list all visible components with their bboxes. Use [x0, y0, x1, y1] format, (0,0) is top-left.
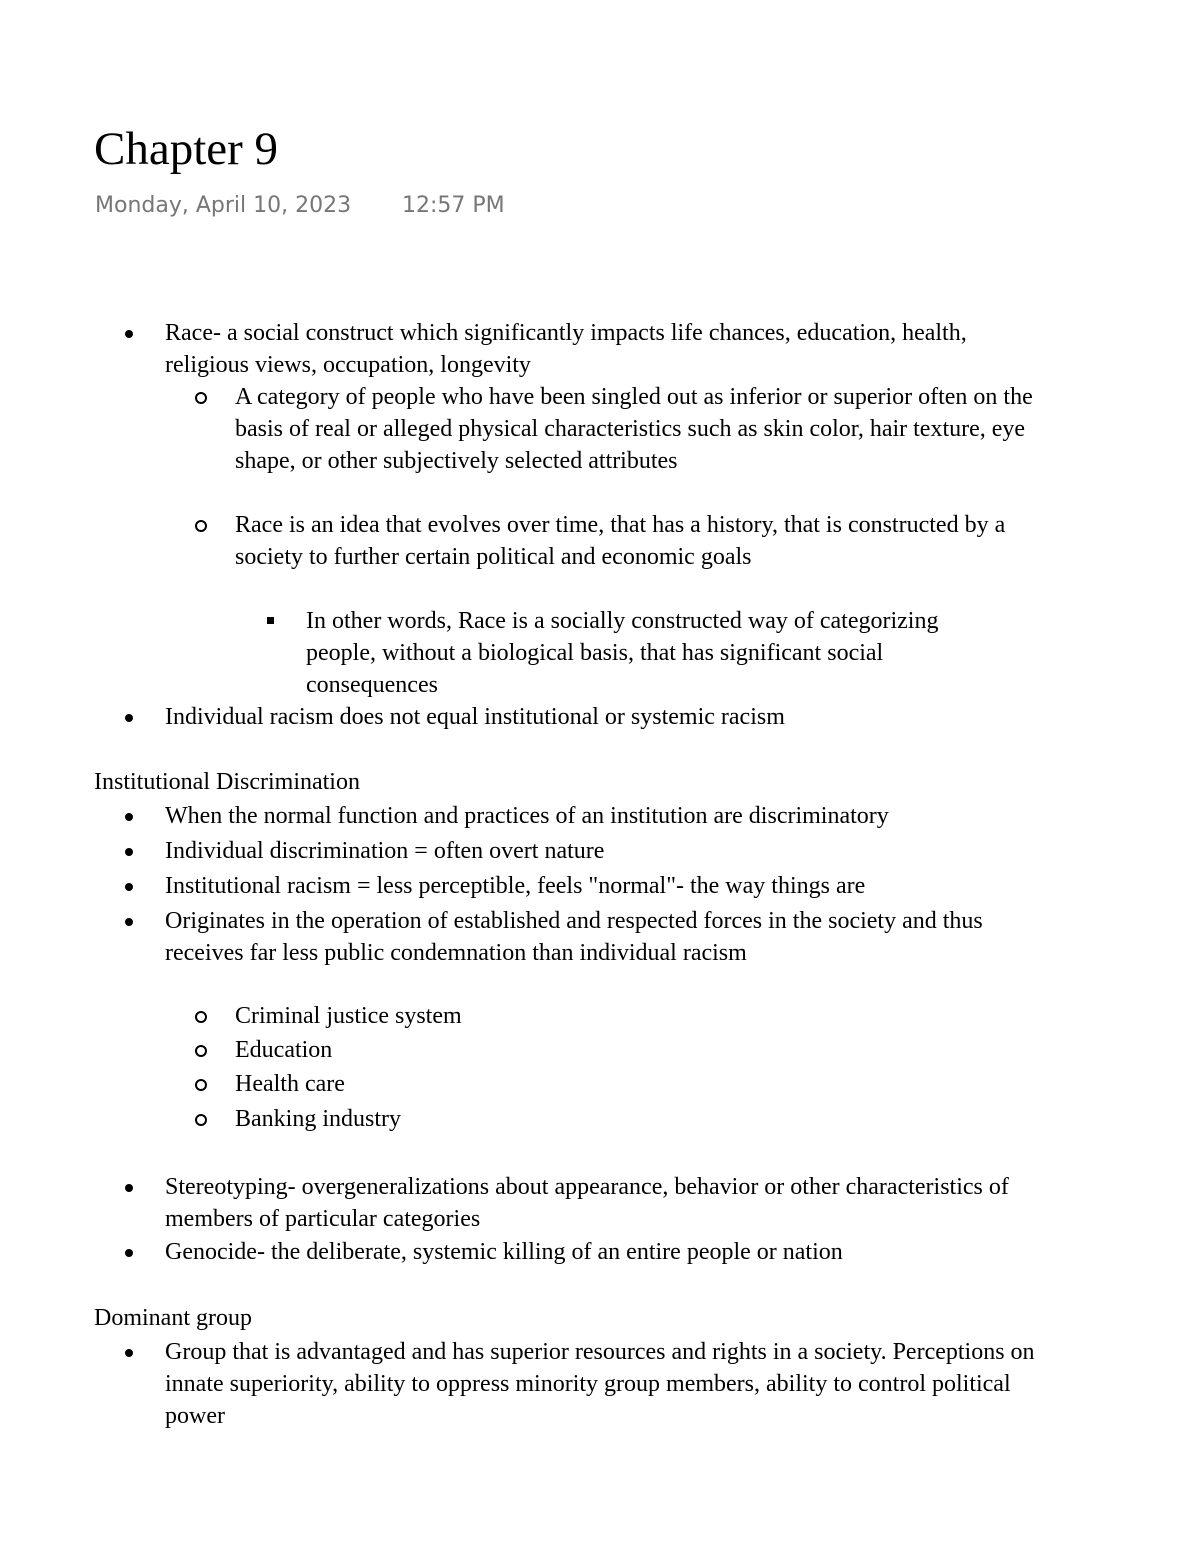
section-heading-institutional: Institutional Discrimination	[94, 769, 360, 795]
list-item-text: Individual discrimination = often overt nature	[165, 838, 605, 864]
bullet-circle-icon	[190, 381, 235, 413]
list-item	[120, 835, 1045, 867]
section-heading-dominant: Dominant group	[94, 1305, 252, 1331]
list-item	[120, 800, 1045, 832]
bullet-circle-icon	[190, 1000, 235, 1032]
list-item	[190, 1000, 1035, 1032]
bullet-disc-icon	[120, 1171, 165, 1203]
list-item-text: Group that is advantaged and has superior resources and rights in a society. Perceptions on innate superiority, ability to oppress minority group members, ability to control political power	[165, 1339, 1035, 1429]
list-item-text: Institutional racism = less perceptible, feels "normal"- the way things are	[165, 873, 866, 899]
list-item-race-category	[190, 381, 1035, 477]
list-item-text: Banking industry	[235, 1106, 401, 1132]
bullet-square-icon	[262, 605, 306, 637]
list-item-text: Race- a social construct which significantly impacts life chances, education, health, religious views, occupation, longevity	[165, 320, 967, 378]
list-item	[120, 905, 1045, 969]
bullet-disc-icon	[120, 1236, 165, 1268]
bullet-disc-icon	[120, 835, 165, 867]
list-item-text: In other words, Race is a socially constructed way of categorizing people, without a biological basis, that has significant social consequences	[306, 608, 939, 698]
list-item-text: Individual racism does not equal institutional or systemic racism	[165, 704, 785, 730]
list-item-stereotyping	[120, 1171, 1045, 1235]
bullet-disc-icon	[120, 800, 165, 832]
bullet-disc-icon	[120, 870, 165, 902]
list-item-text: Criminal justice system	[235, 1003, 462, 1029]
bullet-disc-icon	[120, 905, 165, 937]
list-item-text: Originates in the operation of established and respected forces in the society and thus receives far less public condemnation than individual racism	[165, 908, 983, 966]
list-item-text: A category of people who have been singled out as inferior or superior often on the basis of real or alleged physical characteristics such as skin color, hair texture, eye shape, or other subjectively selected attributes	[235, 384, 1033, 474]
bullet-disc-icon	[120, 701, 165, 733]
note-title: Chapter 9	[94, 123, 279, 175]
list-item	[190, 1103, 1035, 1135]
bullet-disc-icon	[120, 317, 165, 349]
list-item-race-other-words	[262, 605, 1006, 701]
list-item-genocide	[120, 1236, 1045, 1268]
list-item-text: Education	[235, 1037, 333, 1063]
list-item-individual-racism	[120, 701, 1045, 733]
list-item	[190, 1034, 1035, 1066]
note-time: 12:57 PM	[402, 193, 505, 218]
bullet-circle-icon	[190, 1103, 235, 1135]
bullet-circle-icon	[190, 509, 235, 541]
bullet-circle-icon	[190, 1068, 235, 1100]
list-item-text: When the normal function and practices of an institution are discriminatory	[165, 803, 889, 829]
note-date: Monday, April 10, 2023	[95, 193, 352, 218]
list-item-text: Race is an idea that evolves over time, that has a history, that is constructed by a society to further certain political and economic goals	[235, 512, 1006, 570]
list-item-race-idea	[190, 509, 1035, 573]
list-item-race	[120, 317, 1045, 381]
list-item-text: Genocide- the deliberate, systemic killing of an entire people or nation	[165, 1239, 843, 1265]
bullet-disc-icon	[120, 1336, 165, 1368]
list-item-dominant-group	[120, 1336, 1045, 1432]
bullet-circle-icon	[190, 1034, 235, 1066]
list-item-text: Health care	[235, 1071, 345, 1097]
list-item	[190, 1068, 1035, 1100]
list-item-text: Stereotyping- overgeneralizations about appearance, behavior or other characteristics of members of particular categories	[165, 1174, 1009, 1232]
list-item	[120, 870, 1045, 902]
